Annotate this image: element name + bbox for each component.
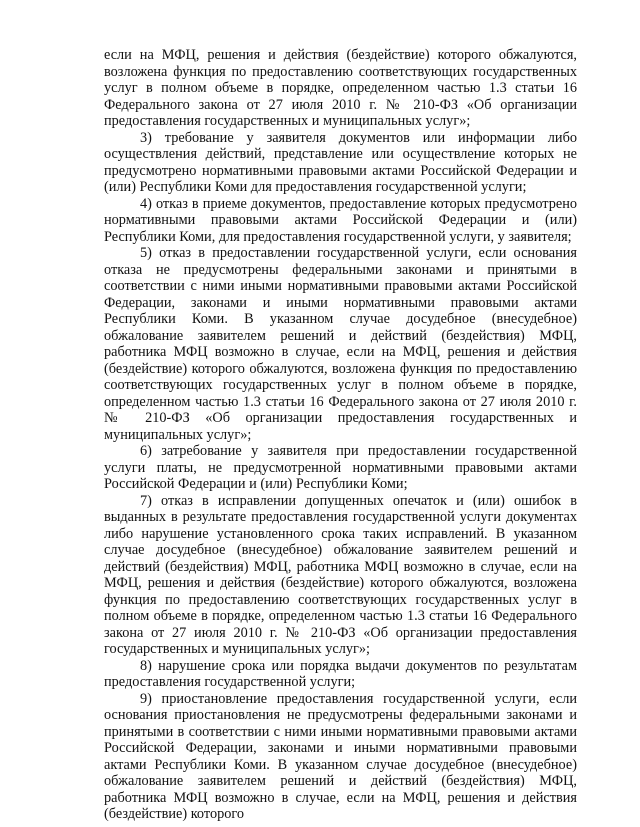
- paragraph-item-8: 8) нарушение срока или порядка выдачи документов по результатам предоставления государственной услуги;: [104, 657, 577, 690]
- document-body: [104, 47, 577, 823]
- paragraph-continuation: если на МФЦ, решения и действия (бездействие) которого обжалуются, возложена функция по предоставлению соответствующих государственных услуг в полном объеме в порядке, определенном частью 1.3 статьи 16 Федерального закона от 27 июля 2010 г. № 210-ФЗ «Об организации предоставления государственных и муниципальных услуг»;: [104, 47, 577, 129]
- paragraph-item-4: 4) отказ в приеме документов, предоставление которых предусмотрено нормативными правовыми актами Российской Федерации и (или) Республики Коми, для предоставления государственной услуги, у заявителя;: [104, 195, 577, 245]
- paragraph-item-3: 3) требование у заявителя документов или информации либо осуществления действий, представление или осуществление которых не предусмотрено нормативными правовыми актами Российской Федерации и (или) Республики Коми для предоставления государственной услуги;: [104, 129, 577, 195]
- paragraph-item-6: 6) затребование у заявителя при предоставлении государственной услуги платы, не предусмотренной нормативными правовыми актами Российской Федерации и (или) Республики Коми;: [104, 443, 577, 492]
- paragraph-item-5: 5) отказ в предоставлении государственной услуги, если основания отказа не предусмотрены федеральными законами и принятыми в соответствии с ними иными нормативными правовыми актами Российской Федерации, законами и иными нормативными правовыми актами Республики Коми. В указанном случае досудебное (внесудебное) обжалование заявителем решений и действий (бездействия) МФЦ, работника МФЦ возможно в случае, если на МФЦ, решения и действия (бездействие) которого обжалуются, возложена функция по предоставлению соответствующих государственных услуг в полном объеме в порядке, определенном частью 1.3 статьи 16 Федерального закона от 27 июля 2010 г. № 210-ФЗ «Об организации предоставления государственных и муниципальных услуг»;: [104, 245, 577, 443]
- paragraph-item-9: 9) приостановление предоставления государственной услуги, если основания приостановления не предусмотрены федеральными законами и принятыми в соответствии с ними иными нормативными правовыми актами Российской Федерации, законами и иными нормативными правовыми актами Республики Коми. В указанном случае досудебное (внесудебное) обжалование заявителем решений и действий (бездействия) МФЦ, работника МФЦ возможно в случае, если на МФЦ, решения и действия (бездействие) которого: [104, 690, 577, 822]
- paragraph-item-7: 7) отказ в исправлении допущенных опечаток и (или) ошибок в выданных в результате предоставления государственной услуги документах либо нарушение установленного срока таких исправлений. В указанном случае досудебное (внесудебное) обжалование заявителем решений и действий (бездействия) МФЦ, работника МФЦ возможно в случае, если на МФЦ, решения и действия (бездействие) которого обжалуются, возложена функция по предоставлению соответствующих государственных услуг в полном объеме в порядке, определенном частью 1.3 статьи 16 Федерального закона от 27 июля 2010 г. № 210-ФЗ «Об организации предоставления государственных и муниципальных услуг»;: [104, 492, 577, 657]
